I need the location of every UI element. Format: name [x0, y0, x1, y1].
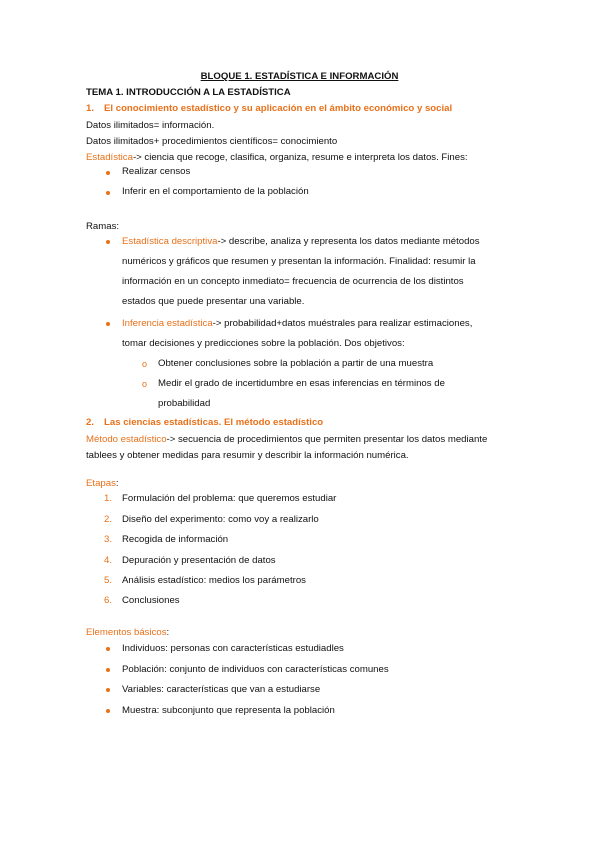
- metodo-line: [86, 434, 487, 446]
- section1-number: 1.: [86, 103, 95, 114]
- inferencia-line: tomar decisiones y predicciones sobre la población. Dos objetivos:: [122, 338, 405, 349]
- estadistica-term: Estadística: [86, 152, 133, 163]
- sub-list-item: probabilidad: [158, 398, 211, 409]
- descriptiva-text: -> describe, analiza y representa los datos mediante métodos: [217, 236, 480, 247]
- etapas-label: Etapas:: [86, 478, 119, 489]
- etapa-item: Depuración y presentación de datos: [122, 555, 276, 566]
- inferencia-term: Inferencia estadística: [122, 318, 213, 329]
- tema-title: TEMA 1. INTRODUCCIÓN A LA ESTADÍSTICA: [86, 87, 291, 98]
- list-number: 3.: [104, 534, 113, 545]
- descriptiva-line: estados que puede presentar una variable.: [122, 296, 305, 307]
- elemento-item: Muestra: subconjunto que representa la población: [122, 705, 335, 716]
- sub-list-item: Medir el grado de incertidumbre en esas inferencias en términos de: [158, 378, 445, 389]
- sub-list-item: Obtener conclusiones sobre la población a partir de una muestra: [158, 358, 434, 369]
- list-number: 5.: [104, 575, 113, 586]
- inferencia-text: -> probabilidad+datos muéstrales para realizar estimaciones,: [212, 318, 473, 329]
- metodo-text: -> secuencia de procedimientos que permiten presentar los datos mediante: [166, 434, 488, 445]
- bloque-title: BLOQUE 1. ESTADÍSTICA E INFORMACIÓN: [200, 71, 399, 82]
- circle-bullet-icon: o: [142, 379, 148, 389]
- list-item: Inferir en el comportamiento de la población: [122, 186, 309, 197]
- section2-title: Las ciencias estadísticas. El método estadístico: [104, 417, 324, 428]
- ramas-label: Ramas:: [86, 221, 120, 232]
- list-item: Realizar censos: [122, 166, 191, 177]
- list-number: 2.: [104, 514, 113, 525]
- etapa-item: Recogida de información: [122, 534, 229, 545]
- bullet-icon: [106, 240, 110, 244]
- elementos-term: Elementos básicos: [86, 627, 167, 638]
- bullet-icon: [106, 647, 110, 651]
- estadistica-text: -> ciencia que recoge, clasifica, organiza, resume e interpreta los datos. Fines:: [132, 152, 468, 163]
- elemento-item: Variables: características que van a estudiarse: [122, 684, 321, 695]
- bullet-icon: [106, 709, 110, 713]
- section2-number: 2.: [86, 417, 95, 428]
- elemento-item: Individuos: personas con características estudiadles: [122, 643, 344, 654]
- list-number: 4.: [104, 555, 113, 566]
- list-number: 6.: [104, 595, 113, 606]
- etapa-item: Formulación del problema: que queremos estudiar: [122, 493, 337, 504]
- bullet-icon: [106, 322, 110, 326]
- estadistica-definition: [86, 152, 468, 164]
- inferencia-line: [122, 318, 472, 330]
- bullet-icon: [106, 688, 110, 692]
- bullet-icon: [106, 171, 110, 175]
- descriptiva-line: [122, 236, 480, 248]
- metodo-term: Método estadístico: [86, 434, 167, 445]
- descriptiva-term: Estadística descriptiva: [122, 236, 218, 247]
- descriptiva-line: información en un concepto inmediato= frecuencia de ocurrencia de los distintos: [122, 276, 464, 287]
- circle-bullet-icon: o: [142, 359, 148, 369]
- text-line: Datos ilimitados= información.: [86, 120, 215, 131]
- etapa-item: Diseño del experimento: como voy a realizarlo: [122, 514, 319, 525]
- descriptiva-line: numéricos y gráficos que resumen y presentan la información. Finalidad: resumir la: [122, 256, 476, 267]
- bullet-icon: [106, 191, 110, 195]
- etapas-term: Etapas: [86, 478, 116, 489]
- text-line: Datos ilimitados+ procedimientos científicos= conocimiento: [86, 136, 338, 147]
- etapa-item: Conclusiones: [122, 595, 180, 606]
- list-number: 1.: [104, 493, 113, 504]
- section1-title: El conocimiento estadístico y su aplicación en el ámbito económico y social: [104, 103, 453, 114]
- elemento-item: Población: conjunto de individuos con características comunes: [122, 664, 389, 675]
- elementos-label: Elementos básicos:: [86, 627, 170, 638]
- metodo-line: tablees y obtener medidas para resumir y describir la información numérica.: [86, 450, 409, 461]
- bullet-icon: [106, 668, 110, 672]
- etapa-item: Análisis estadístico: medios los parámetros: [122, 575, 306, 586]
